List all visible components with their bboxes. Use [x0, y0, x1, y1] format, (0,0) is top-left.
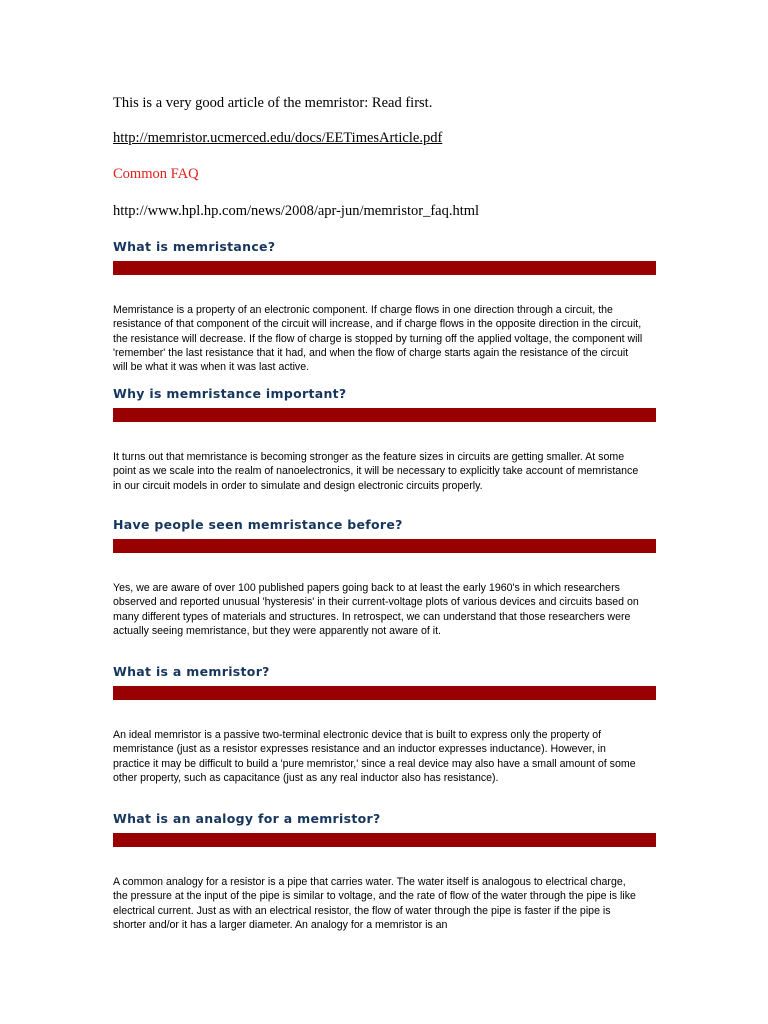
section-body: Memristance is a property of an electronic component. If charge flows in one direction through a circuit, the resistance of that component of the circuit will increase, and if charge flows in the opposite direction in the circuit, the resistance will decrease. If the flow of charge is stopped by turning off the applied voltage, the component will 'remember' the last resistance that it had, and when the flow of charge starts again the resistance of the circuit will be what it was when it was last active. — [113, 304, 643, 374]
section-why-important — [113, 386, 656, 493]
intro-text: This is a very good article of the memristor: Read first. — [113, 95, 433, 111]
section-heading: Why is memristance important? — [113, 386, 347, 401]
section-divider-bar — [113, 833, 656, 847]
section-heading: What is an analogy for a memristor? — [113, 811, 381, 826]
section-divider-bar — [113, 539, 656, 553]
section-analogy — [113, 811, 656, 932]
section-divider-bar — [113, 408, 656, 422]
hp-faq-url: http://www.hpl.hp.com/news/2008/apr-jun/memristor_faq.html — [113, 203, 480, 219]
section-what-is-memristance — [113, 239, 656, 374]
common-faq-label: Common FAQ — [113, 166, 199, 182]
section-body: An ideal memristor is a passive two-terminal electronic device that is built to express only the property of memristance (just as a resistor expresses resistance and an inductor expresses inductance). However, in practice it may be difficult to build a 'pure memristor,' since a real device may also have a small amount of some other property, such as capacitance (just as any real inductor also has resistance). — [113, 729, 636, 784]
section-heading: What is a memristor? — [113, 664, 270, 679]
section-heading: Have people seen memristance before? — [113, 517, 403, 532]
section-divider-bar — [113, 261, 656, 275]
section-body: It turns out that memristance is becoming stronger as the feature sizes in circuits are getting smaller. At some point as we scale into the realm of nanoelectronics, it will be necessary to explicitly take account of memristance in our circuit models in order to simulate and design electronic circuits properly. — [113, 451, 639, 492]
section-what-is-memristor — [113, 664, 656, 785]
section-seen-before — [113, 517, 656, 638]
eetimes-article-link[interactable]: http://memristor.ucmerced.edu/docs/EETimesArticle.pdf — [113, 130, 443, 146]
section-body: A common analogy for a resistor is a pipe that carries water. The water itself is analogous to electrical charge, the pressure at the input of the pipe is similar to voltage, and the rate of flow of the water through the pipe is like electrical current. Just as with an electrical resistor, the flow of water through the pipe is faster if the pipe is shorter and/or it has a larger diameter. An analogy for a memristor is an — [113, 876, 636, 931]
section-body: Yes, we are aware of over 100 published papers going back to at least the early 1960's in which researchers observed and reported unusual 'hysteresis' in their current-voltage plots of various devices and circuits based on many different types of materials and structures. In retrospect, we can understand that those researchers were actually seeing memristance, but they were apparently not aware of it. — [113, 582, 639, 637]
section-heading: What is memristance? — [113, 239, 276, 254]
section-divider-bar — [113, 686, 656, 700]
